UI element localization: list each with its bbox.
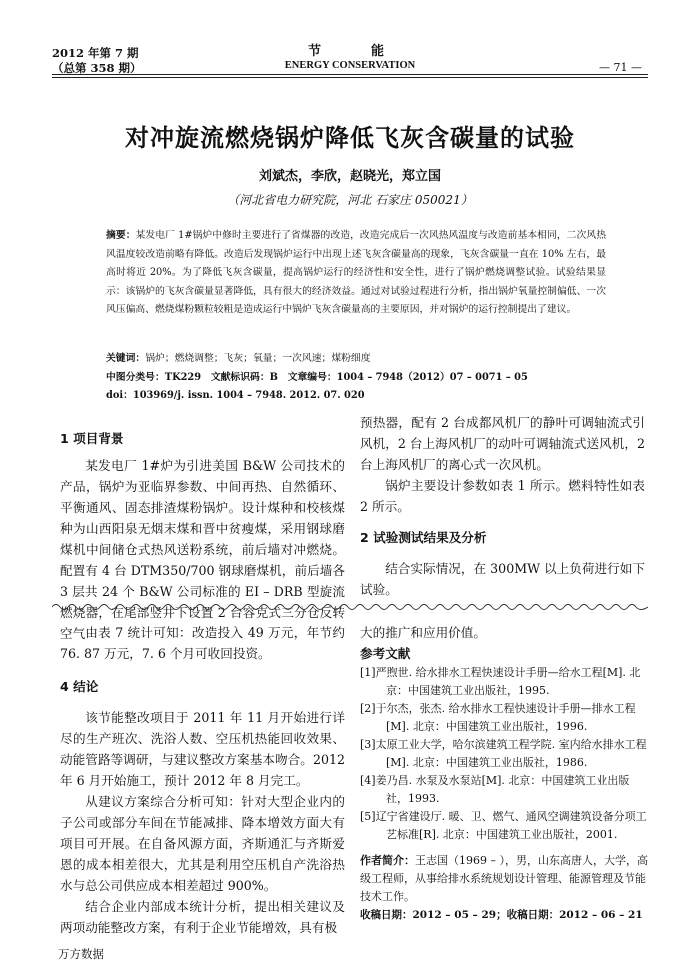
total-issue: （总第 358 期）: [52, 61, 142, 75]
classification: 中图分类号：TK229 文献标识码：B 文章编号：1004 – 7948（2012）07 – 0071 – 05: [106, 371, 528, 383]
section-1-heading: 1 项目背景: [60, 431, 124, 446]
reference-item: [2]于尔杰，张杰. 给水排水工程快速设计手册—排水工程[M]. 北京：中国建筑工业出版社，1996.: [360, 702, 636, 733]
keywords-text: 锅炉；燃烧调整；飞灰；氧量；一次风速；煤粉细度: [145, 353, 371, 364]
author-bio: [360, 852, 650, 906]
section-2-paragraph: 结合实际情况，在 300MW 以上负荷进行如下试验。: [360, 561, 645, 597]
abstract-text: 某发电厂 1#锅炉中修时主要进行了省煤器的改造，改造完成后一次风热风温度与改造前基本相同，二次风热风温度较改造前略有降低。改造后发现锅炉运行中出现上述飞灰含碳量高的现象，飞灰含碳量一直在 10% 左右，最高时将近 20%。为了降低飞灰含碳量，提高锅炉运行的经济性和安全性，进行了锅炉燃烧调整试验。试验结果显示：该锅炉的飞灰含碳量显著降低，具有很大的经济效益。通过对试验过程进行分析，指出锅炉氧量控制偏低、一次风压偏高、燃烧煤粉颗粒较粗是造成运行中锅炉飞灰含碳量高的主要原因，并对锅炉的运行控制提出了建议。: [106, 230, 607, 315]
abstract: [106, 227, 606, 320]
conclusion-continued: 大的推广和应用价值。: [360, 625, 486, 640]
author-bio-label: 作者简介：: [360, 854, 415, 867]
conclusion-paragraph-3: 结合企业内部成本统计分析，提出相关建议及两项动能整改方案，有利于企业节能增效，具有极: [60, 899, 345, 935]
section-2-heading: 2 试验测试结果及分析: [360, 530, 487, 545]
journal-header: [0, 44, 700, 73]
abstract-label: 摘要：: [106, 230, 136, 241]
keywords: [106, 350, 606, 369]
conclusion-column: [60, 622, 345, 938]
watermark-footer: 万方数据: [58, 947, 104, 961]
year-issue: 2012 年第 7 期: [52, 46, 139, 60]
design-params-paragraph: 锅炉主要设计参数如表 1 所示。燃料特性如表 2 所示。: [360, 478, 645, 514]
paper-title: 对冲旋流燃烧锅炉降低飞灰含碳量的试验: [125, 123, 575, 152]
doi: doi：103969/j. issn. 1004 – 7948. 2012. 07. 020: [106, 390, 365, 401]
reference-item: [3]太原工业大学，哈尔滨建筑工程学院. 室内给水排水工程[M]. 北京：中国建筑工业出版社，1986.: [360, 738, 647, 769]
conclusion-paragraph-2: 从建议方案综合分析可知：针对大型企业内的子公司或部分车间在节能减排、降本增效方面大有项目可开展。在自备风源方面，齐斯通汇与齐斯爱恩的成本相差很大，尤其是利用空压机自产洗浴热水与总公司供应成本相差超过 900%。: [60, 794, 345, 893]
journal-title-cn: 节 能: [307, 44, 392, 59]
header-rule: [52, 74, 648, 75]
header-rule-thin: [52, 77, 648, 78]
page-number: — 71 —: [599, 61, 642, 74]
keywords-label: 关键词：: [106, 353, 146, 364]
section-1-paragraph: 某发电厂 1#炉为引进美国 B&W 公司技术的产品，锅炉为亚临界参数、中间再热、自然循环、平衡通风、固态排渣煤粉锅炉。设计煤种和校核煤种为山西阳泉无烟末煤和晋中贫瘦煤，采用钢球磨煤机中间储仓式热风送粉系统，前后墙对冲燃烧。配置有 4 台 DTM350/700 钢球磨煤机，前后墙各 3 层共 24 个 B&W 公司标准的 EI – DRB 型旋流燃烧器，在尾部竖井下设置 2 台容克式三分仓反转空气: [60, 458, 345, 641]
page-break-wave: [52, 600, 648, 614]
table-7-summary: 由表 7 统计可知：改造投入 49 万元，年节约 76. 87 万元，7. 6 个月可收回投资。: [60, 625, 345, 661]
reference-item: [5]辽宁省建设厅. 暖、卫、燃气、通风空调建筑设备分项工艺标准[R]. 北京：中国建筑工业出版社，2001.: [360, 810, 647, 841]
article-meta: [106, 350, 606, 406]
journal-title-en: ENERGY CONSERVATION: [284, 60, 416, 71]
reference-item: [4]姜乃昌. 水泵及水泵站[M]. 北京：中国建筑工业出版社，1993.: [360, 774, 630, 805]
affiliation: （河北省电力研究院，河北 石家庄 050021）: [227, 193, 473, 207]
reference-item: [1]严煦世. 给水排水工程快速设计手册—给水工程[M]. 北京：中国建筑工业出版社，1995.: [360, 666, 641, 697]
authors: 刘斌杰，李欣，赵晓光，郑立国: [258, 169, 441, 184]
references-heading: 参考文献: [360, 646, 411, 661]
author-bio-text: 王志国（1969 – ），男，山东高唐人，大学，高级工程师，从事给排水系统规划设计管理、能源管理及节能技术工作。: [360, 854, 648, 903]
references-column: [360, 622, 650, 924]
right-top-column: [360, 412, 645, 600]
received-dates: 收稿日期：2012 – 05 – 29；收稿日期：2012 – 06 – 21: [360, 909, 643, 921]
conclusion-paragraph-1: 该节能整改项目于 2011 年 11 月开始进行详尽的生产班次、洗浴人数、空压机热能回收效果、动能管路等调研，与建议整改方案基本吻合。2012 年 6 月开始施工，预计 2012 年 8 月完工。: [60, 710, 345, 788]
section-4-heading: 4 结论: [60, 679, 99, 694]
continued-paragraph: 预热器，配有 2 台成都风机厂的静叶可调轴流式引风机，2 台上海风机厂的动叶可调轴流式送风机，2 台上海风机厂的离心式一次风机。: [360, 415, 645, 472]
